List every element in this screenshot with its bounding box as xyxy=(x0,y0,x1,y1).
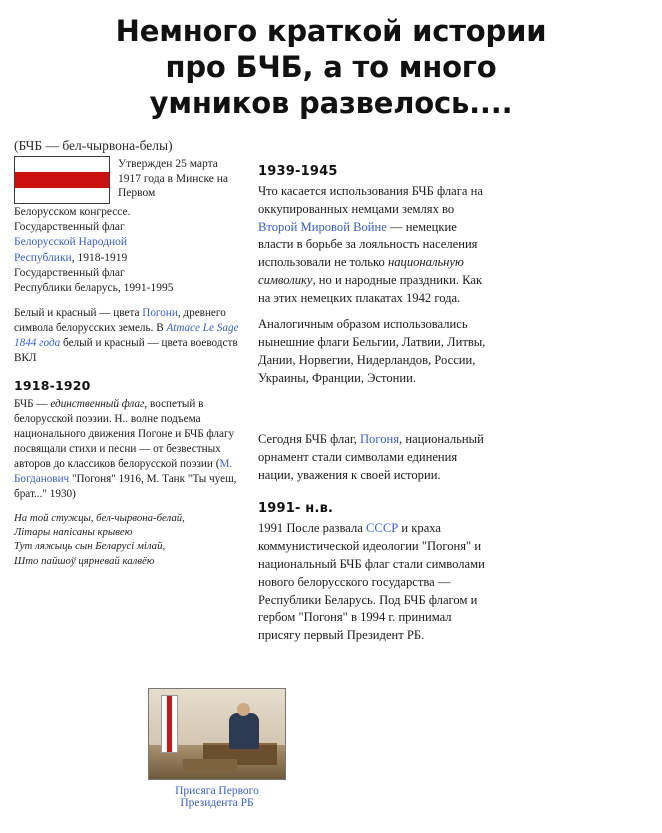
link-bnr-2[interactable]: Республики xyxy=(14,251,72,264)
flag-band-white-top xyxy=(15,157,109,172)
photo-table xyxy=(183,759,237,773)
right-paragraph-ww2 xyxy=(258,183,488,308)
link-atlas-le-sage[interactable]: Atmace Le Sage 1844 года xyxy=(14,321,239,349)
title-line-2: про БЧБ, а то много xyxy=(165,49,497,84)
left-intro-text xyxy=(14,205,242,297)
right-para-1 xyxy=(258,183,488,308)
rp1-part2: — немецкие власти в борьбе за лояльность населения использовали не только xyxy=(258,219,478,270)
para1-part1: Белый и красный — цвета xyxy=(14,306,143,319)
belarus-white-red-white-flag-icon xyxy=(14,156,110,204)
left-intro-line-6: Республики беларусь, 1991-1995 xyxy=(14,282,174,295)
photo-person xyxy=(229,713,259,749)
rp1-part1: Что касается использования БЧБ флага на оккупированных немцами землях во xyxy=(258,183,483,216)
poem-quote xyxy=(14,511,242,569)
photo-block xyxy=(148,688,286,809)
link-ussr[interactable]: СССР xyxy=(366,521,399,536)
flag-band-white-bottom xyxy=(15,188,109,203)
presidential-oath-photo xyxy=(148,688,286,780)
para2-part1: БЧБ — xyxy=(14,397,51,410)
link-wwii[interactable]: Второй Мировой Войне xyxy=(258,219,387,234)
rp1-italic: национальную символику xyxy=(258,255,464,288)
left-intro-line-1: Белорусском конгрессе. xyxy=(14,205,131,218)
link-pogonya-2[interactable]: Погоня xyxy=(359,432,400,447)
rp4-part2: и краха коммунистической идеологии "Погоня" и национальный БЧБ флаг стали символами нового белорусского государства — Республики Беларусь. Под БЧБ флагом и гербом "Погоня" в 1994 г. принимал присягу первый Президент РБ. xyxy=(258,521,485,643)
photo-flag-icon xyxy=(161,695,178,753)
flag-caption: Утвержден 25 марта 1917 года в Минске на Первом xyxy=(118,157,229,200)
left-intro-line-4 xyxy=(14,251,242,266)
title-line-3: умников развелось.... xyxy=(149,85,513,120)
rp4-part1: 1991 После развала xyxy=(258,521,367,536)
heading-1918-1920: 1918-1920 xyxy=(14,377,91,393)
left-paragraph-poetry xyxy=(14,397,242,502)
para2-italic: единственный флаг xyxy=(50,397,145,410)
right-para-3 xyxy=(258,431,488,485)
left-intro-years: , 1918-1919 xyxy=(71,251,128,264)
right-paragraph-other-flags xyxy=(258,316,488,388)
heading-1939-1945: 1939-1945 xyxy=(258,163,338,179)
photo-caption: Присяга Первого Президента РБ xyxy=(175,785,259,809)
right-para-2: Аналогичным образом использовались нынешние флаги Бельгии, Латвии, Литвы, Дании, Норвегии, Нидерландов, России, Украины, Франции, Эстонии. xyxy=(258,316,486,385)
poem-line-1: На той стужцы, бел-чырвона-белай, xyxy=(14,511,185,524)
para2-part2: , воспетый в белорусской поэзии. Н.. волне подъема национального движения Погоне и БЧБ флагу посвящали стихи и песни — от безвестных авторов до классиков белорусской поэзии ( xyxy=(14,397,235,470)
para1-part3: белый и красный — цвета воеводств ВКЛ xyxy=(14,336,238,364)
subtitle: (БЧБ — бел-чырвона-белы) xyxy=(14,137,173,153)
left-intro-line-5: Государственный флаг xyxy=(14,266,125,279)
para2-part3: "Погоня" 1916, М. Танк "Ты чуеш, брат..." 1930) xyxy=(14,472,237,500)
rp1-part3: , но и народные праздники. Как на этих немецких плакатах 1942 года. xyxy=(258,273,483,306)
link-bnr-1[interactable]: Белорусской Народной xyxy=(14,236,128,249)
rp3-part2: , национальный орнамент стали символами единения нации, уважения к своей истории. xyxy=(258,432,484,483)
flag-band-red xyxy=(15,172,109,187)
left-intro-line-3 xyxy=(14,235,242,250)
flag-row xyxy=(14,156,242,204)
heading-1991-present: 1991- н.в. xyxy=(258,501,334,517)
poem-line-2: Літары напісаны крывею xyxy=(14,526,133,538)
right-para-4 xyxy=(258,520,488,645)
rp3-part1: Сегодня БЧБ флаг, xyxy=(258,432,360,447)
left-paragraph-pogonya xyxy=(14,306,242,366)
right-column xyxy=(258,164,488,645)
left-column xyxy=(14,156,242,569)
poem-line-4: Што пайшоў цярневай калвёю xyxy=(14,554,155,567)
left-intro-line-2: Государственный флаг xyxy=(14,221,125,234)
page-title xyxy=(0,0,662,128)
title-line-1: Немного краткой истории xyxy=(115,14,547,48)
poem-line-3: Тут ляжыць сын Беларусі мілай, xyxy=(14,540,166,553)
para1-part2: , древнего символа белорусских земель. В xyxy=(14,306,226,334)
link-pogonya-1[interactable]: Погони xyxy=(142,306,178,319)
right-paragraph-today xyxy=(258,431,488,485)
link-bogdanovich[interactable]: М. Богданович xyxy=(14,457,233,485)
right-paragraph-1991 xyxy=(258,520,488,645)
photo-person-head xyxy=(237,703,250,716)
